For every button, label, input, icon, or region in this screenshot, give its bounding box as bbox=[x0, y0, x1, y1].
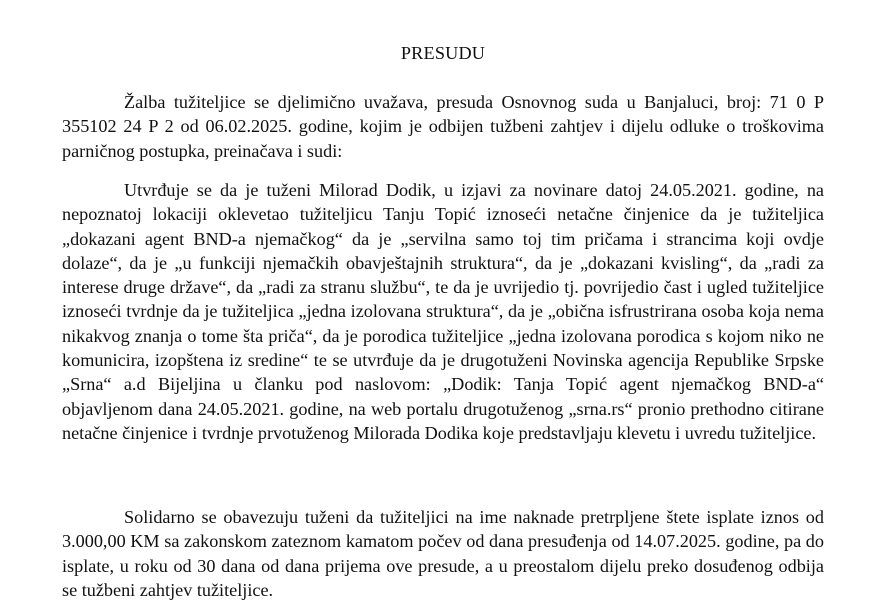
paragraph-appeal-ruling: Žalba tužiteljice se djelimično uvažava, presuda Osnovnog suda u Banjaluci, broj: 71 0 P 355102 24 P 2 od 06.02.2025. godine, kojim je odbijen tužbeni zahtjev i dijelu odluke o troškovima parničnog postupka, preinačava i sudi: bbox=[62, 92, 824, 161]
paragraph-damages-order: Solidarno se obavezuju tuženi da tužiteljici na ime naknade pretrpljene štete isplate iznos od 3.000,00 KM sa zakonskom zateznom kamatom počev od dana presuđenja od 14.07.2025. godine, pa do isplate, u roku od 30 dana od dana prijema ove presude, a u preostalom dijelu preko dosuđenog odbija se tužbeni zahtjev tužiteljice. bbox=[62, 507, 824, 600]
document-title: PRESUDU bbox=[400, 43, 486, 63]
document-page bbox=[62, 0, 824, 601]
paragraph-defamation-finding: Utvrđuje se da je tuženi Milorad Dodik, u izjavi za novinare datoj 24.05.2021. godine, na nepoznatoj lokaciji oklevetao tužiteljicu Tanju Topić iznoseći netačne činjenice da je tužiteljica „dokazani agent BND-a njemačkog“ da je „servilna samo toj tim pričama i strancima koji ovdje dolaze“, da je „u funkciji njemačkih obavještajnih struktura“, da je „dokazani kvisling“, da „radi za interese druge države“, da „radi za stranu službu“, te da je uvrijedio tj. povrijedio čast i ugled tužiteljice iznoseći tvrdnje da je tužiteljica „jedna izolovana struktura“, da je „obična isfrustrirana osoba koja nema nikakvog znanja o tome šta priča“, da je porodica tužiteljice „jedna izolovana porodica s kojom niko ne komunicira, izopštena iz sredine“ te se utvrđuje da je drugotuženi Novinska agencija Republike Srpske „Srna“ a.d Bijeljina u članku pod naslovom: „Dodik: Tanja Topić agent njemačkog BND-a“ objavljenom dana 24.05.2021. godine, na web portalu drugotuženog „srna.rs“ pronio prethodno citirane netačne činjenice i tvrdnje prvotuženog Milorada Dodika koje predstavljaju klevetu i uvredu tužiteljice. bbox=[62, 180, 824, 443]
